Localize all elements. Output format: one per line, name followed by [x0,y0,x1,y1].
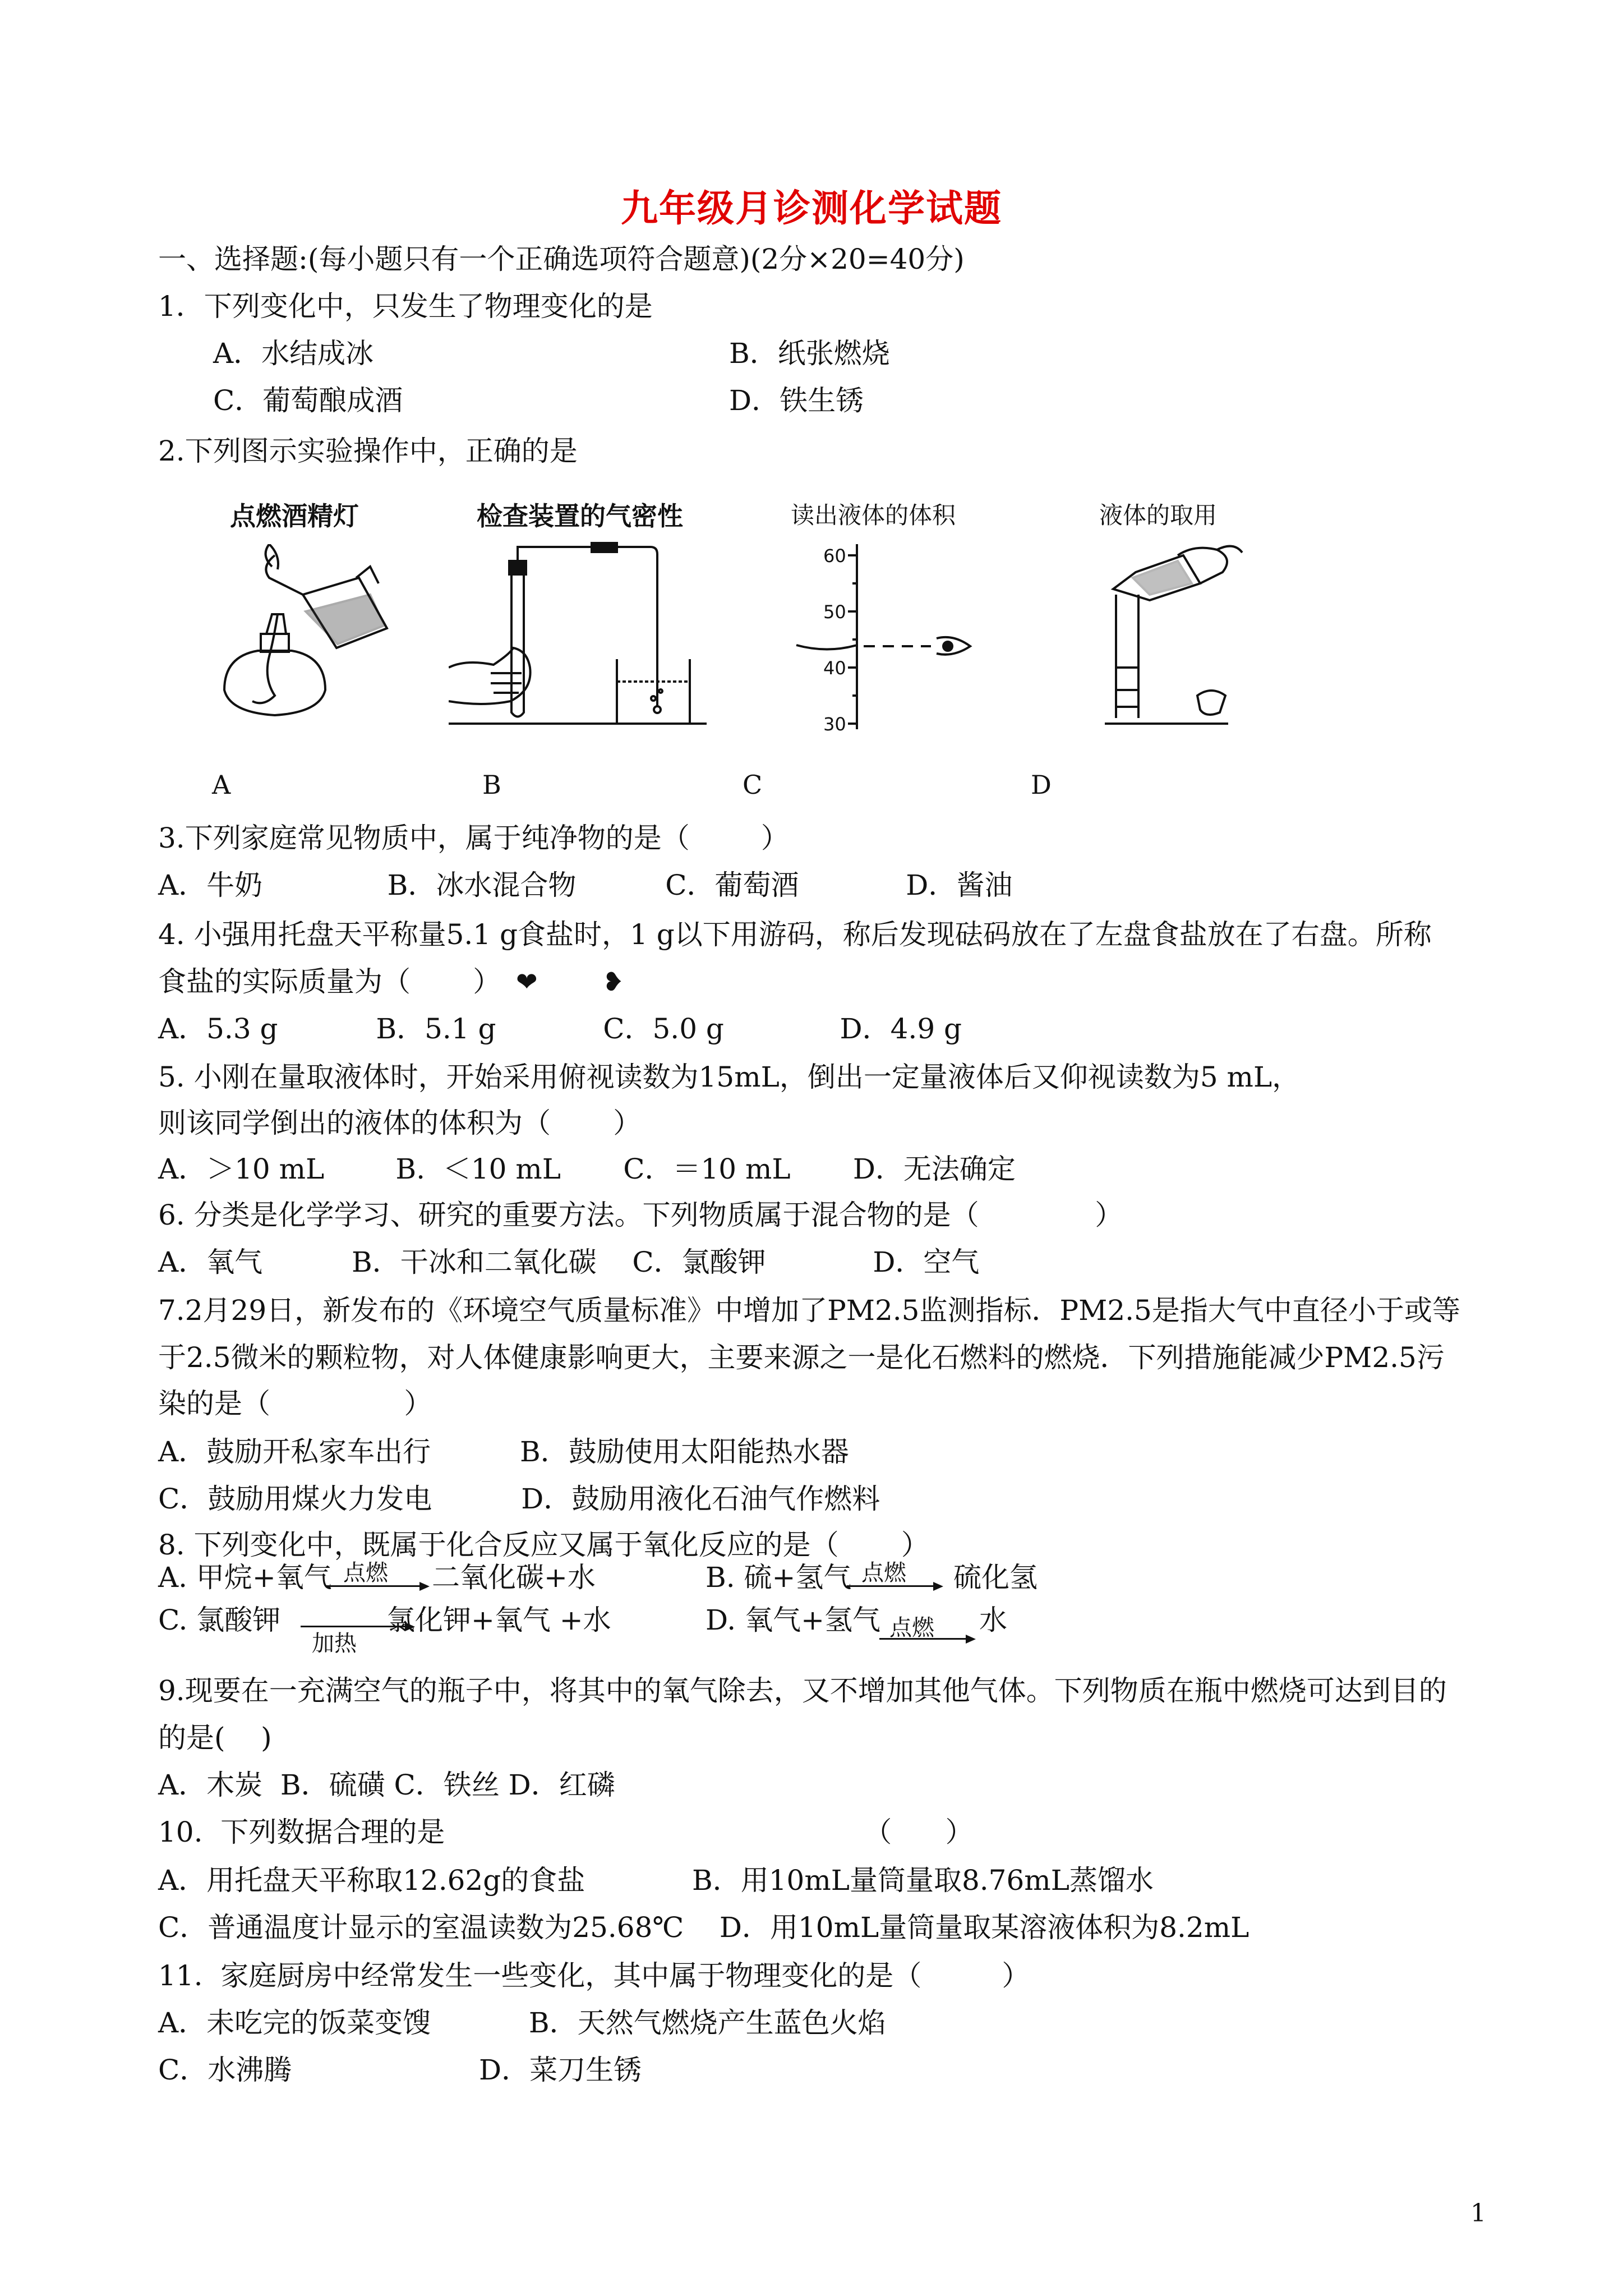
q7-stem-line1: 7.2月29日，新发布的《环境空气质量标准》中增加了PM2.5监测指标．PM2.5是指大气中直径小于或等 [158,1294,1460,1327]
q8-a-reactants: A. 甲烷+氧气 [158,1561,332,1594]
q1-option-c: C．葡萄酿成酒 [213,384,403,417]
q5-options: A．＞10 mL B. ＜10 mL C．＝10 mL D．无法确定 [158,1153,1016,1185]
q4-stem-line1: 4. 小强用托盘天平称量5.1 g食盐时，1 g以下用游码，称后发现砝码放在了左盘食盐放在了右盘。所称 [158,918,1432,951]
scale-60: 60 [823,545,846,567]
caption-alcohol-lamp: 点燃酒精灯 [230,501,359,531]
q8-d-products: 水 [979,1604,1007,1636]
q8-a-products: 二氧化碳+水 [432,1561,596,1594]
q8-d-condition: 点燃 [889,1615,934,1641]
q8-b-arrow [847,1585,941,1587]
q8-stem: 8. 下列变化中，既属于化合反应又属于氧化反应的是（ ） [158,1529,929,1561]
q7-options-cd: C．鼓励用煤火力发电 D．鼓励用液化石油气作燃料 [158,1483,880,1515]
q8-a-arrow [326,1585,427,1587]
q10-stem: 10. 下列数据合理的是 （ ） [158,1816,974,1848]
q5-stem-line1: 5. 小刚在量取液体时，开始采用俯视读数为15mL，倒出一定量液体后又仰视读数为5 mL， [158,1061,1301,1093]
q8-a-condition: 点燃 [343,1560,388,1586]
scale-30: 30 [823,714,846,735]
q1-option-b: B．纸张燃烧 [729,337,890,370]
q7-stem-line2: 于2.5微米的颗粒物，对人体健康影响更大，主要来源之一是化石燃料的燃烧．下列措施能减少PM2.5污 [158,1341,1445,1374]
figure-airtightness [449,539,707,735]
q11-options-cd: C．水沸腾 D．菜刀生锈 [158,2054,642,2086]
figure-label-d: D [1031,770,1052,800]
q5-stem-line2: 则该同学倒出的液体的体积为（ ） [158,1107,642,1139]
q8-b-condition: 点燃 [861,1560,906,1586]
q3-options: A．牛奶 B．冰水混合物 C．葡萄酒 D．酱油 [158,869,1013,901]
q9-options: A．木炭 B．硫磺 C．铁丝 D．红磷 [158,1769,615,1801]
q8-c-products: 氯化钾+氧气 +水 [387,1604,611,1636]
q8-d-reactants: D. 氧气+氢气 [706,1604,880,1636]
broken-heart-icon: ❥ [602,967,624,997]
q10-options-cd: C．普通温度计显示的室温读数为25.68℃ D．用10mL量筒量取某溶液体积为8.2mL [158,1911,1249,1944]
q8-b-reactants: B. 硫+氢气 [706,1561,852,1594]
figure-read-volume [785,539,998,735]
q10-options-ab: A．用托盘天平称取12.62g的食盐 B．用10mL量筒量取8.76mL蒸馏水 [158,1864,1154,1897]
q7-stem-line3: 染的是（ ） [158,1387,432,1420]
figure-alcohol-lamp [208,544,398,735]
q7-options-ab: A．鼓励开私家车出行 B．鼓励使用太阳能热水器 [158,1435,849,1468]
page-number: 1 [1470,2199,1486,2228]
section-heading: 一、选择题:(每小题只有一个正确选项符合题意)(2分×20=40分) [158,243,965,275]
q11-options-ab: A．未吃完的饭菜变馊 B．天然气燃烧产生蓝色火焰 [158,2007,886,2039]
figure-label-a: A [212,770,231,800]
caption-read-volume: 读出液体的体积 [791,501,956,529]
scale-40: 40 [823,657,846,679]
q8-c-condition: 加热 [312,1631,357,1657]
heart-icon: ❤ [516,967,538,997]
q1-stem: 1．下列变化中，只发生了物理变化的是 [158,290,653,323]
q8-b-products: 硫化氢 [953,1561,1038,1594]
figure-label-c: C [743,770,763,800]
q11-stem: 11. 家庭厨房中经常发生一些变化，其中属于物理变化的是（ ） [158,1959,1030,1992]
page-title: 九年级月诊测化学试题 [621,186,1002,230]
figure-label-b: B [482,770,501,800]
q6-options: A．氧气 B．干冰和二氧化碳 C．氯酸钾 D．空气 [158,1246,980,1278]
q9-stem-line2: 的是( ) [158,1722,272,1754]
q8-c-reactants: C. 氯酸钾 [158,1604,281,1636]
q4-options: A．5.3 g B．5.1 g C．5.0 g D．4.9 g [158,1013,962,1045]
q3-stem: 3.下列家庭常见物质中，属于纯净物的是（ ） [158,822,789,854]
q2-stem: 2.下列图示实验操作中，正确的是 [158,435,578,467]
caption-take-liquid: 液体的取用 [1099,501,1218,529]
q4-stem-line2: 食盐的实际质量为（ ） [158,965,501,998]
q9-stem-line1: 9.现要在一充满空气的瓶子中，将其中的氧气除去，又不增加其他气体。下列物质在瓶中燃烧可达到目的 [158,1674,1447,1707]
figure-take-liquid [1082,539,1262,735]
q1-option-d: D．铁生锈 [729,384,864,417]
q1-option-a: A．水结成冰 [213,337,374,370]
caption-airtightness: 检查装置的气密性 [477,501,683,531]
scale-50: 50 [823,601,846,623]
q6-stem: 6. 分类是化学学习、研究的重要方法。下列物质属于混合物的是（ ） [158,1199,1123,1231]
